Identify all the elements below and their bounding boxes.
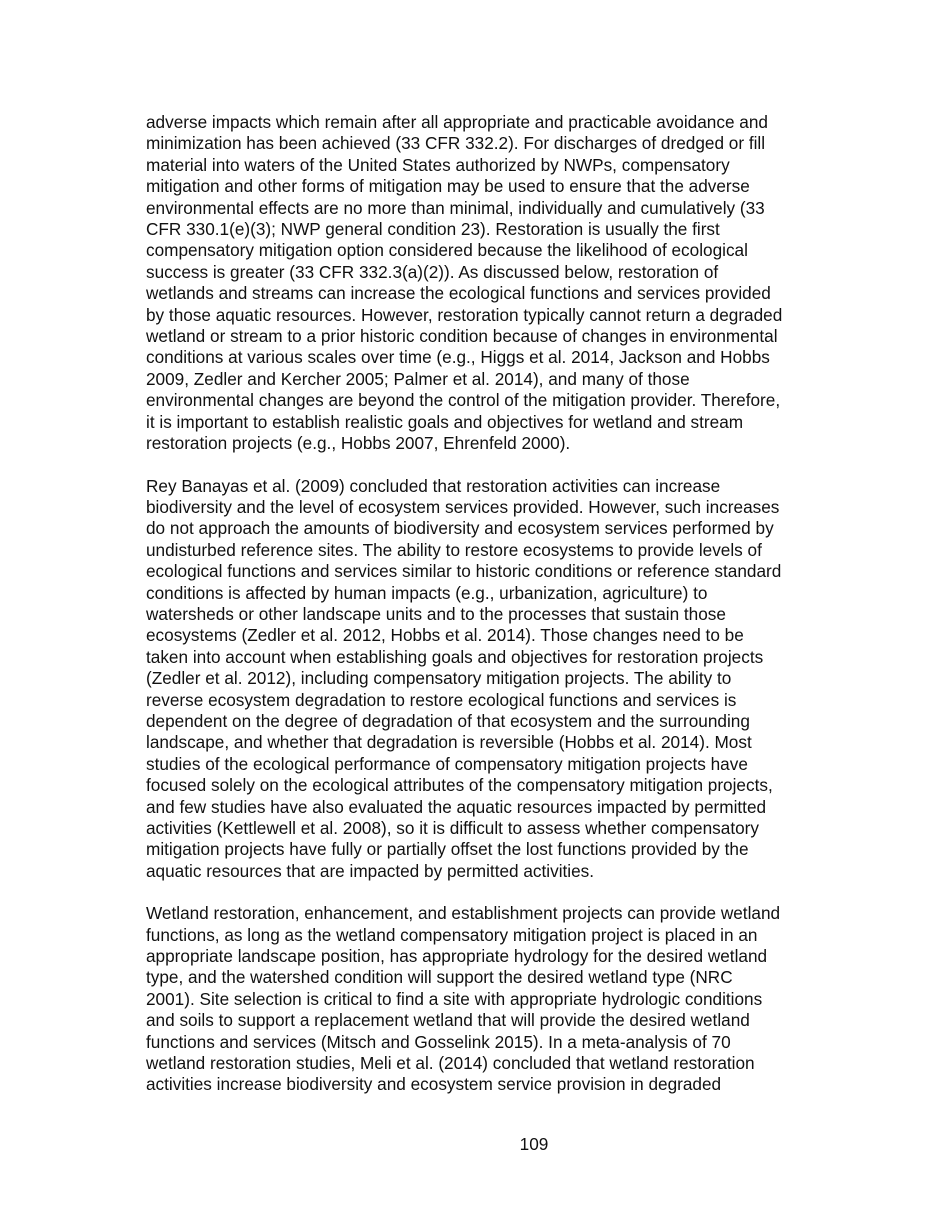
body-text — [146, 112, 846, 1117]
text-line: ecological functions and services similar to historic conditions or reference standard — [146, 561, 782, 582]
text-line: (Zedler et al. 2012), including compensatory mitigation projects. The ability to — [146, 668, 732, 689]
text-line: wetland restoration studies, Meli et al. (2014) concluded that wetland restoration — [146, 1053, 755, 1074]
text-line: and few studies have also evaluated the aquatic resources impacted by permitted — [146, 796, 767, 817]
text-line: 2009, Zedler and Kercher 2005; Palmer et al. 2014), and many of those — [146, 368, 690, 389]
text-line: material into waters of the United States authorized by NWPs, compensatory — [146, 154, 730, 175]
text-line: watersheds or other landscape units and to the processes that sustain those — [146, 603, 726, 624]
text-line: biodiversity and the level of ecosystem services provided. However, such increases — [146, 496, 780, 517]
text-line: success is greater (33 CFR 332.3(a)(2)). As discussed below, restoration of — [146, 261, 719, 282]
text-line: CFR 330.1(e)(3); NWP general condition 23). Restoration is usually the first — [146, 219, 720, 240]
text-line: reverse ecosystem degradation to restore ecological functions and services is — [146, 689, 737, 710]
text-line: environmental changes are beyond the control of the mitigation provider. Therefore, — [146, 390, 781, 411]
text-line: taken into account when establishing goals and objectives for restoration projects — [146, 646, 764, 667]
text-line: wetland or stream to a prior historic condition because of changes in environmental — [146, 326, 778, 347]
text-line: activities (Kettlewell et al. 2008), so it is difficult to assess whether compensatory — [146, 818, 759, 838]
text-line: by those aquatic resources. However, restoration typically cannot return a degraded — [146, 304, 783, 325]
text-line: functions and services (Mitsch and Gosselink 2015). In a meta-analysis of 70 — [146, 1031, 731, 1052]
text-line: activities increase biodiversity and ecosystem service provision in degraded — [146, 1074, 722, 1095]
text-line: compensatory mitigation option considered because the likelihood of ecological — [146, 240, 748, 261]
text-line: minimization has been achieved (33 CFR 332.2). For discharges of dredged or fill — [146, 133, 766, 154]
text-line: undisturbed reference sites. The ability to restore ecosystems to provide levels of — [146, 539, 762, 560]
text-line: and soils to support a replacement wetland that will provide the desired wetland — [146, 1010, 750, 1031]
text-line: aquatic resources that are impacted by permitted activities. — [146, 860, 595, 881]
text-line: mitigation and other forms of mitigation may be used to ensure that the adverse — [146, 176, 750, 197]
text-line: wetlands and streams can increase the ecological functions and services provided — [146, 283, 771, 304]
text-line: dependent on the degree of degradation of that ecosystem and the surrounding — [146, 710, 750, 731]
text-line: functions, as long as the wetland compensatory mitigation project is placed in an — [146, 924, 758, 945]
text-line: Wetland restoration, enhancement, and establishment projects can provide wetland — [146, 903, 781, 924]
text-line: do not approach the amounts of biodiversity and ecosystem services performed by — [146, 518, 774, 539]
text-line: adverse impacts which remain after all appropriate and practicable avoidance and — [146, 112, 768, 132]
text-line: landscape, and whether that degradation is reversible (Hobbs et al. 2014). Most — [146, 732, 752, 753]
text-line: it is important to establish realistic goals and objectives for wetland and stream — [146, 411, 744, 432]
text-line: appropriate landscape position, has appropriate hydrology for the desired wetland — [146, 946, 768, 967]
text-line: restoration projects (e.g., Hobbs 2007, Ehrenfeld 2000). — [146, 433, 571, 454]
text-line: mitigation projects have fully or partially offset the lost functions provided by the — [146, 839, 749, 860]
paragraph-1 — [146, 112, 846, 455]
text-line: conditions at various scales over time (e.g., Higgs et al. 2014, Jackson and Hobbs — [146, 347, 770, 368]
text-line: Rey Banayas et al. (2009) concluded that restoration activities can increase — [146, 475, 721, 496]
text-line: type, and the watershed condition will support the desired wetland type (NRC — [146, 967, 733, 988]
paragraph-2 — [146, 476, 846, 883]
page-number: 109 — [519, 1134, 549, 1154]
text-line: 2001). Site selection is critical to find a site with appropriate hydrologic conditions — [146, 988, 763, 1009]
text-line: ecosystems (Zedler et al. 2012, Hobbs et al. 2014). Those changes need to be — [146, 625, 744, 646]
text-line: studies of the ecological performance of compensatory mitigation projects have — [146, 753, 748, 774]
paragraph-3 — [146, 903, 846, 1096]
text-line: focused solely on the ecological attributes of the compensatory mitigation projects, — [146, 775, 773, 796]
text-line: conditions is affected by human impacts (e.g., urbanization, agriculture) to — [146, 582, 708, 603]
text-line: environmental effects are no more than minimal, individually and cumulatively (33 — [146, 197, 765, 218]
